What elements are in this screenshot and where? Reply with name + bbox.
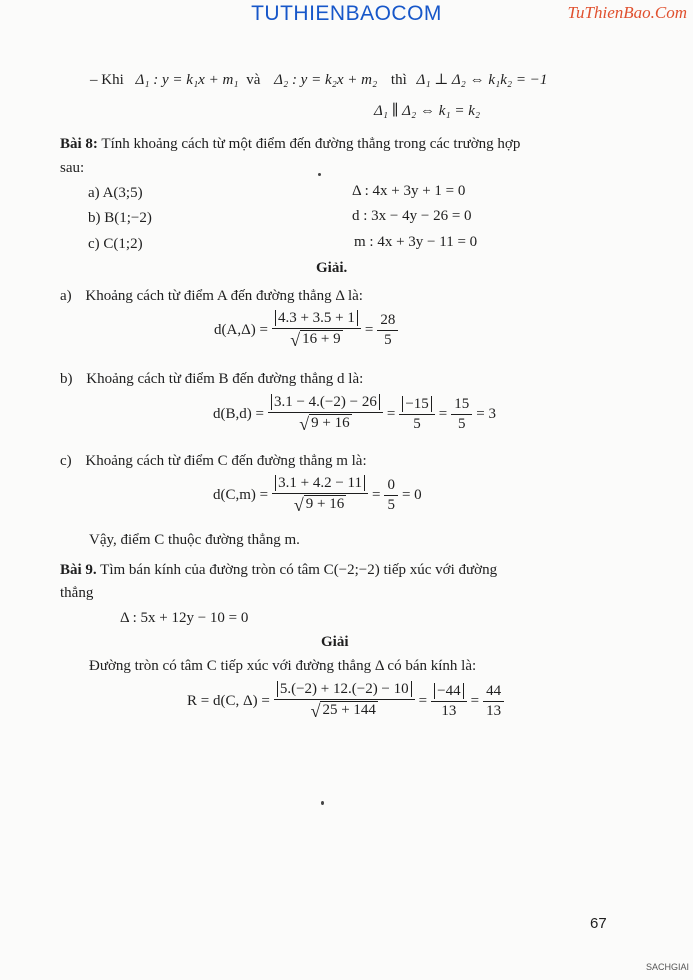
bai8-c-text: Khoảng cách từ điểm C đến đường thẳng m là: bbox=[85, 453, 367, 469]
bai8-b-mid bbox=[399, 396, 434, 433]
intro-line-1 bbox=[90, 70, 547, 89]
bai8-item-a-line: Δ : 4x + 3y + 1 = 0 bbox=[352, 183, 466, 199]
bai8-b-result-den: 5 bbox=[451, 414, 472, 433]
bai8-a-denominator: 16 + 9 bbox=[302, 331, 341, 347]
bai9-denominator: 25 + 144 bbox=[322, 702, 376, 718]
bai8-item-c-line: m : 4x + 3y − 11 = 0 bbox=[354, 234, 478, 250]
bai8-b-mid-num: −15 bbox=[402, 396, 431, 412]
bai8-solution-heading: Giải. bbox=[316, 260, 348, 276]
bai9-solution-heading: Giải bbox=[321, 634, 349, 650]
bai8-b-result bbox=[451, 396, 472, 433]
bai8-statement bbox=[60, 136, 520, 153]
bai9-formula: R = d(C, Δ) = 5.(−2) + 12.(−2) − 10 √ 25 + 144 = $\frac{-44}{13}$ = $\frac{44}{13}$ bbox=[187, 681, 504, 722]
bai8-b-fraction: 3.1 − 4.(−2) − 26 √ 9 + 16 bbox=[268, 394, 383, 435]
bai9-numerator: 5.(−2) + 12.(−2) − 10 bbox=[277, 681, 412, 697]
bai8-b-final: = 3 bbox=[476, 406, 496, 422]
bai9-mid-den: 13 bbox=[431, 701, 466, 720]
intro-and: và bbox=[246, 72, 261, 88]
bai8-c-result bbox=[384, 477, 398, 514]
bai8-c-lhs: d(C,m) = bbox=[213, 487, 269, 503]
scan-speck bbox=[318, 173, 321, 176]
bai9-result bbox=[483, 683, 504, 720]
bai8-c-denominator: 9 + 16 bbox=[305, 496, 345, 512]
bai9-mid bbox=[431, 683, 466, 720]
intro-dash: – Khi bbox=[90, 72, 124, 88]
bai9-mid-num: −44 bbox=[434, 683, 463, 699]
intro-line-delta2: Δ₂ : y = k₂x + m₂ bbox=[274, 72, 378, 88]
bai8-a-result-den: 5 bbox=[377, 330, 398, 349]
bai8-part-c bbox=[60, 453, 367, 470]
site-title: TUTHIENBAOCOM bbox=[251, 2, 442, 25]
bai8-a-text: Khoảng cách từ điểm A đến đường thẳng Δ là: bbox=[85, 288, 363, 304]
bai8-item-c-point: c) C(1;2) bbox=[88, 236, 143, 252]
bai8-part-a bbox=[60, 288, 363, 305]
bai9-title: Bài 9. bbox=[60, 562, 97, 578]
intro-parallel: Δ₁ ∥ Δ₂ ⇔ k₁ = k₂ bbox=[374, 103, 481, 119]
site-logo: TuThienBao.Com bbox=[567, 3, 687, 22]
bai9-solution-text: Đường tròn có tâm C tiếp xúc với đường thẳng Δ có bán kính là: bbox=[89, 658, 477, 674]
bai8-b-result-num: 15 bbox=[454, 396, 470, 412]
bai8-title: Bài 8: bbox=[60, 136, 98, 152]
bai8-c-label: c) bbox=[60, 453, 72, 469]
scan-speck bbox=[321, 801, 324, 805]
bai8-a-lhs: d(A,Δ) = bbox=[214, 322, 268, 338]
bai8-conclusion: Vậy, điểm C thuộc đường thẳng m. bbox=[89, 532, 300, 548]
bai8-a-result bbox=[377, 312, 398, 349]
bai8-c-formula: d(C,m) = 3.1 + 4.2 − 11 √ 9 + 16 = $\frac{0}{5}$ = 0 bbox=[213, 475, 422, 515]
bai8-b-text: Khoảng cách từ điểm B đến đường thẳng d là: bbox=[86, 371, 364, 387]
bai8-item-b-line: d : 3x − 4y − 26 = 0 bbox=[352, 208, 472, 224]
bai8-item-b-point: b) B(1;−2) bbox=[88, 210, 152, 226]
intro-perpendicular: Δ₁ ⊥ Δ₂ ⇔ k₁k₂ = −1 bbox=[416, 72, 548, 88]
bai8-c-numerator: 3.1 + 4.2 − 11 bbox=[275, 475, 365, 491]
bai8-c-result-den: 5 bbox=[384, 495, 398, 514]
bai8-b-mid-den: 5 bbox=[399, 414, 434, 433]
page-number: 67 bbox=[590, 915, 607, 932]
bai9-lhs: R = d(C, Δ) = bbox=[187, 693, 270, 709]
bai9-fraction: 5.(−2) + 12.(−2) − 10 √ 25 + 144 bbox=[274, 681, 415, 722]
bai8-a-label: a) bbox=[60, 288, 72, 304]
bai8-a-fraction: 4.3 + 3.5 + 1 √ 16 + 9 bbox=[272, 310, 361, 351]
footer-watermark: SACHGIAI bbox=[646, 962, 690, 972]
bai8-text-cont: sau: bbox=[60, 160, 85, 176]
bai8-part-b bbox=[60, 371, 363, 388]
intro-line-delta1: Δ₁ : y = k₁x + m₁ bbox=[135, 72, 239, 88]
bai8-c-fraction: 3.1 + 4.2 − 11 √ 9 + 16 bbox=[272, 475, 368, 516]
bai9-text-cont: thẳng bbox=[60, 585, 94, 601]
bai8-a-result-num: 28 bbox=[380, 312, 396, 328]
bai9-result-den: 13 bbox=[483, 701, 504, 720]
bai8-b-label: b) bbox=[60, 371, 73, 387]
bai8-item-a-point: a) A(3;5) bbox=[88, 185, 143, 201]
bai8-text: Tính khoảng cách từ một điểm đến đường thẳng trong các trường hợp bbox=[101, 136, 521, 152]
bai9-statement bbox=[60, 562, 497, 579]
bai9-line-equation: Δ : 5x + 12y − 10 = 0 bbox=[120, 610, 249, 626]
bai8-b-lhs: d(B,d) = bbox=[213, 406, 264, 422]
bai8-c-final: = 0 bbox=[401, 487, 422, 503]
bai8-b-formula: d(B,d) = 3.1 − 4.(−2) − 26 √ 9 + 16 = $\frac{-15}{5}$ = $\frac{15}{5}$ = 3 bbox=[213, 394, 496, 434]
bai8-b-numerator: 3.1 − 4.(−2) − 26 bbox=[271, 394, 380, 410]
bai8-c-result-num: 0 bbox=[387, 477, 395, 493]
bai8-a-numerator: 4.3 + 3.5 + 1 bbox=[275, 310, 358, 326]
bai9-result-num: 44 bbox=[486, 683, 502, 699]
bai8-b-denominator: 9 + 16 bbox=[311, 415, 350, 431]
bai8-a-formula: d(A,Δ) = 4.3 + 3.5 + 1 √ 16 + 9 = $\frac{28}{5}$ bbox=[214, 310, 398, 351]
intro-then: thì bbox=[390, 72, 407, 88]
bai9-text: Tìm bán kính của đường tròn có tâm C(−2;−2) tiếp xúc với đường bbox=[100, 562, 498, 578]
